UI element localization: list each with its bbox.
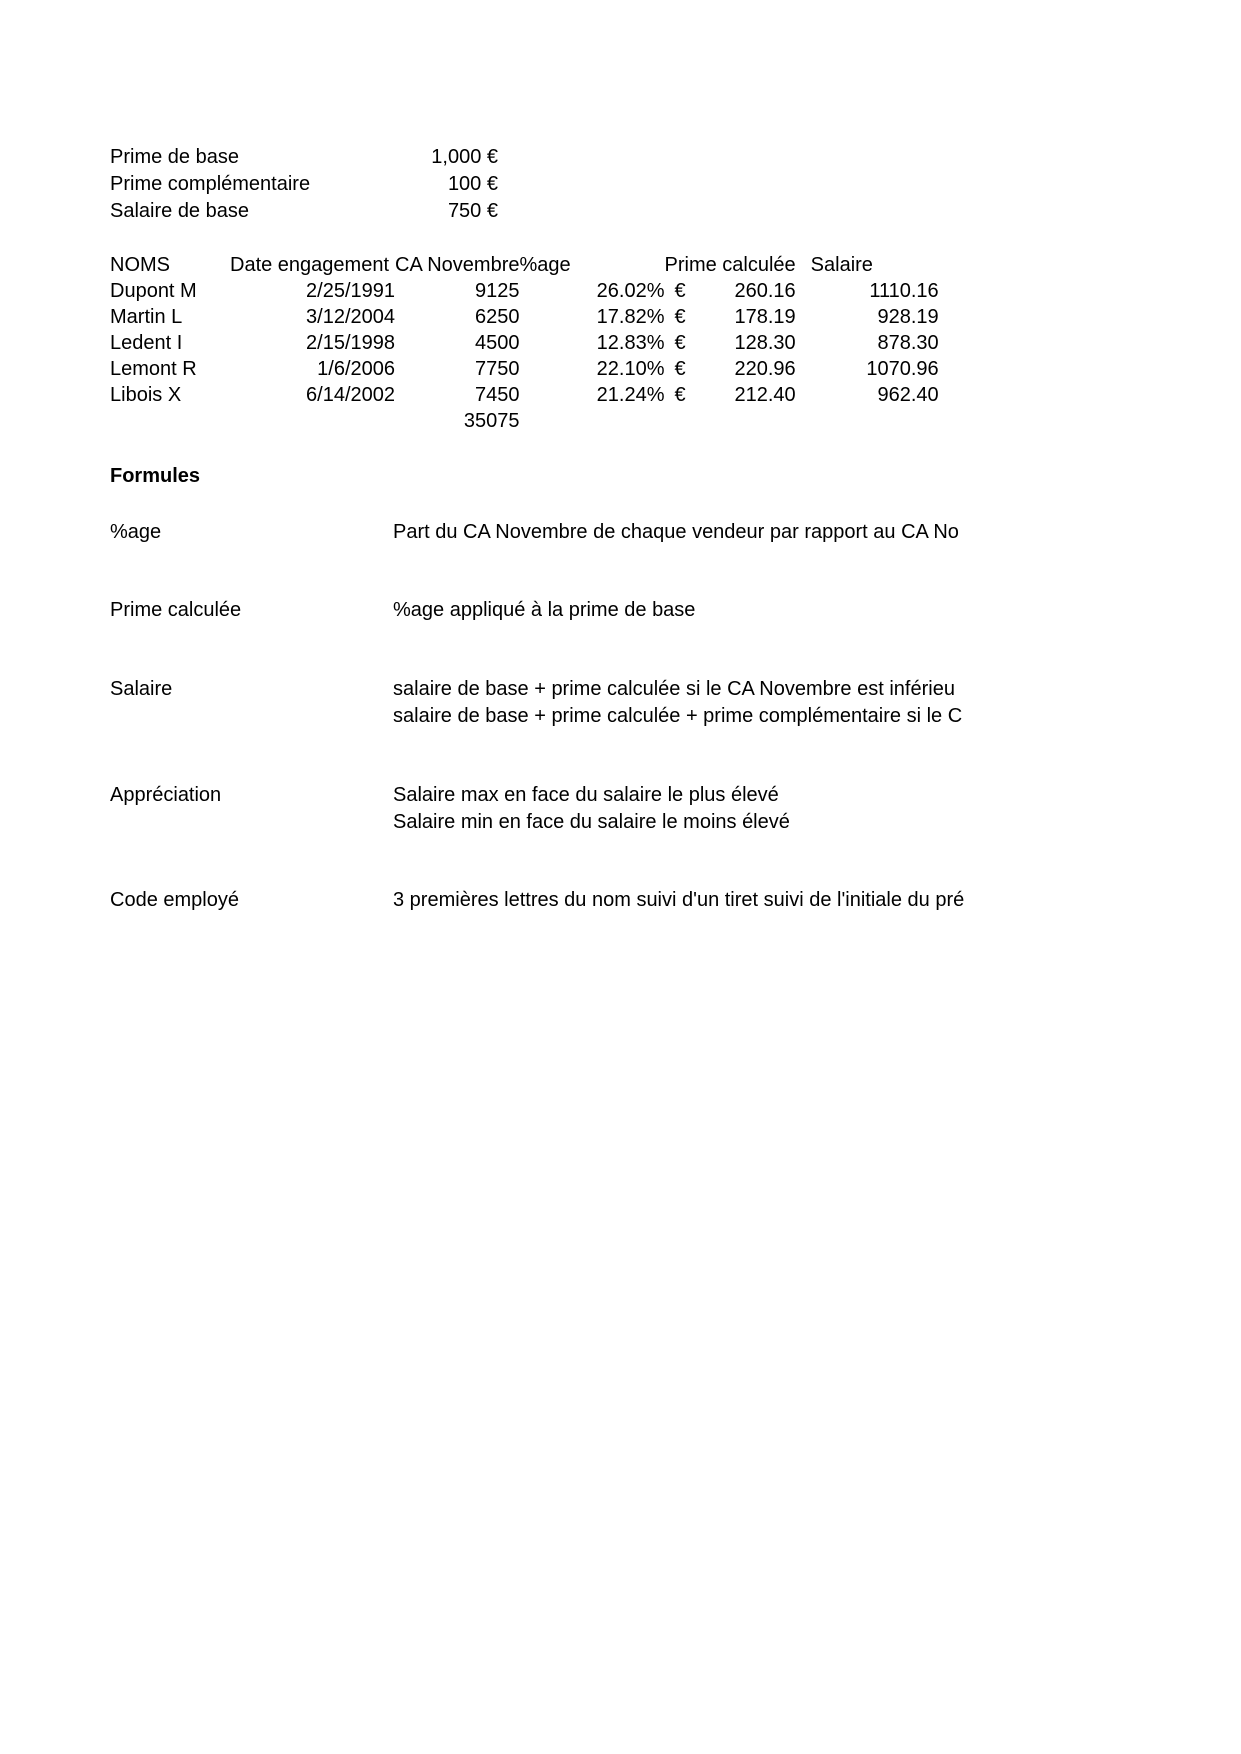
cell-name: Dupont M bbox=[110, 280, 197, 302]
formula-description bbox=[393, 782, 1028, 836]
cell-salaire: 962.40 bbox=[877, 384, 939, 406]
formula-term: Prime calculée bbox=[110, 599, 242, 621]
cell-pct: 17.82% bbox=[596, 306, 665, 328]
formula-row-salaire bbox=[110, 676, 1028, 730]
header-salaire: Salaire bbox=[810, 254, 873, 276]
cell-pct: 26.02% bbox=[596, 280, 665, 302]
cell-prime: 212.40 bbox=[734, 384, 796, 406]
cell-salaire: 928.19 bbox=[877, 306, 939, 328]
cell-date: 6/14/2002 bbox=[306, 384, 395, 406]
formula-term: %age bbox=[110, 521, 162, 543]
total-ca-novembre: 35075 bbox=[463, 410, 520, 432]
formula-description bbox=[393, 676, 1028, 730]
cell-date: 2/25/1991 bbox=[306, 280, 395, 302]
header-ca-novembre: CA Novembre bbox=[395, 254, 520, 276]
table-row bbox=[110, 278, 939, 304]
param-value: 100 € bbox=[447, 173, 498, 195]
parameters-block bbox=[110, 144, 498, 225]
table-row bbox=[110, 356, 939, 382]
cell-salaire: 1110.16 bbox=[869, 280, 939, 302]
formula-line: Salaire max en face du salaire le plus élevé bbox=[393, 784, 779, 806]
header-pct-age: %age bbox=[519, 254, 571, 276]
formula-row-code-employe bbox=[110, 887, 1028, 914]
euro-symbol: € bbox=[674, 384, 686, 406]
header-date-engagement: Date engagement bbox=[230, 254, 390, 276]
table-row bbox=[110, 382, 939, 408]
header-prime-calculee: Prime calculée bbox=[664, 254, 796, 276]
formula-row-appreciation bbox=[110, 782, 1028, 836]
formula-line: 3 premières lettres du nom suivi d'un tiret suivi de l'initiale du pré bbox=[393, 889, 965, 911]
param-row bbox=[110, 198, 498, 225]
euro-symbol: € bbox=[674, 306, 686, 328]
cell-ca: 9125 bbox=[475, 280, 520, 302]
cell-salaire: 1070.96 bbox=[866, 358, 939, 380]
formula-term: Code employé bbox=[110, 889, 239, 911]
formula-row-pct-age bbox=[110, 519, 1028, 546]
table-total-row bbox=[110, 408, 939, 434]
formula-line: %age appliqué à la prime de base bbox=[393, 599, 696, 621]
formula-line: Part du CA Novembre de chaque vendeur par rapport au CA No bbox=[393, 521, 959, 543]
cell-name: Lemont R bbox=[110, 358, 197, 380]
cell-ca: 7450 bbox=[475, 384, 520, 406]
cell-ca: 4500 bbox=[475, 332, 520, 354]
cell-prime: 220.96 bbox=[734, 358, 796, 380]
cell-ca: 6250 bbox=[475, 306, 520, 328]
cell-pct: 12.83% bbox=[596, 332, 665, 354]
param-label: Prime de base bbox=[110, 146, 239, 168]
cell-salaire: 878.30 bbox=[877, 332, 939, 354]
cell-date: 1/6/2006 bbox=[317, 358, 395, 380]
param-row bbox=[110, 144, 498, 171]
formules-heading: Formules bbox=[110, 465, 201, 487]
formula-line: Salaire min en face du salaire le moins élevé bbox=[393, 811, 790, 833]
formula-term: Appréciation bbox=[110, 784, 222, 806]
cell-pct: 22.10% bbox=[596, 358, 665, 380]
formula-term: Salaire bbox=[110, 678, 173, 700]
param-label: Salaire de base bbox=[110, 200, 249, 222]
formula-description bbox=[393, 519, 1028, 546]
formula-description bbox=[393, 597, 1028, 624]
cell-prime: 260.16 bbox=[734, 280, 796, 302]
table-row bbox=[110, 330, 939, 356]
formula-line: salaire de base + prime calculée si le CA Novembre est inférieu bbox=[393, 678, 955, 700]
cell-prime: 128.30 bbox=[734, 332, 796, 354]
cell-pct: 21.24% bbox=[596, 384, 665, 406]
cell-prime: 178.19 bbox=[734, 306, 796, 328]
cell-name: Ledent I bbox=[110, 332, 183, 354]
param-value: 750 € bbox=[447, 200, 498, 222]
formula-description bbox=[393, 887, 1028, 914]
euro-symbol: € bbox=[674, 332, 686, 354]
cell-name: Libois X bbox=[110, 384, 182, 406]
table-row bbox=[110, 304, 939, 330]
formula-row-prime-calculee bbox=[110, 597, 1028, 624]
header-noms: NOMS bbox=[110, 254, 170, 276]
salary-table bbox=[110, 252, 939, 434]
euro-symbol: € bbox=[674, 358, 686, 380]
cell-date: 2/15/1998 bbox=[306, 332, 395, 354]
formula-line: salaire de base + prime calculée + prime complémentaire si le C bbox=[393, 705, 963, 727]
table-header-row bbox=[110, 252, 939, 278]
param-row bbox=[110, 171, 498, 198]
euro-symbol: € bbox=[674, 280, 686, 302]
cell-date: 3/12/2004 bbox=[306, 306, 395, 328]
cell-name: Martin L bbox=[110, 306, 183, 328]
param-label: Prime complémentaire bbox=[110, 173, 311, 195]
cell-ca: 7750 bbox=[475, 358, 520, 380]
param-value: 1,000 € bbox=[431, 146, 498, 168]
